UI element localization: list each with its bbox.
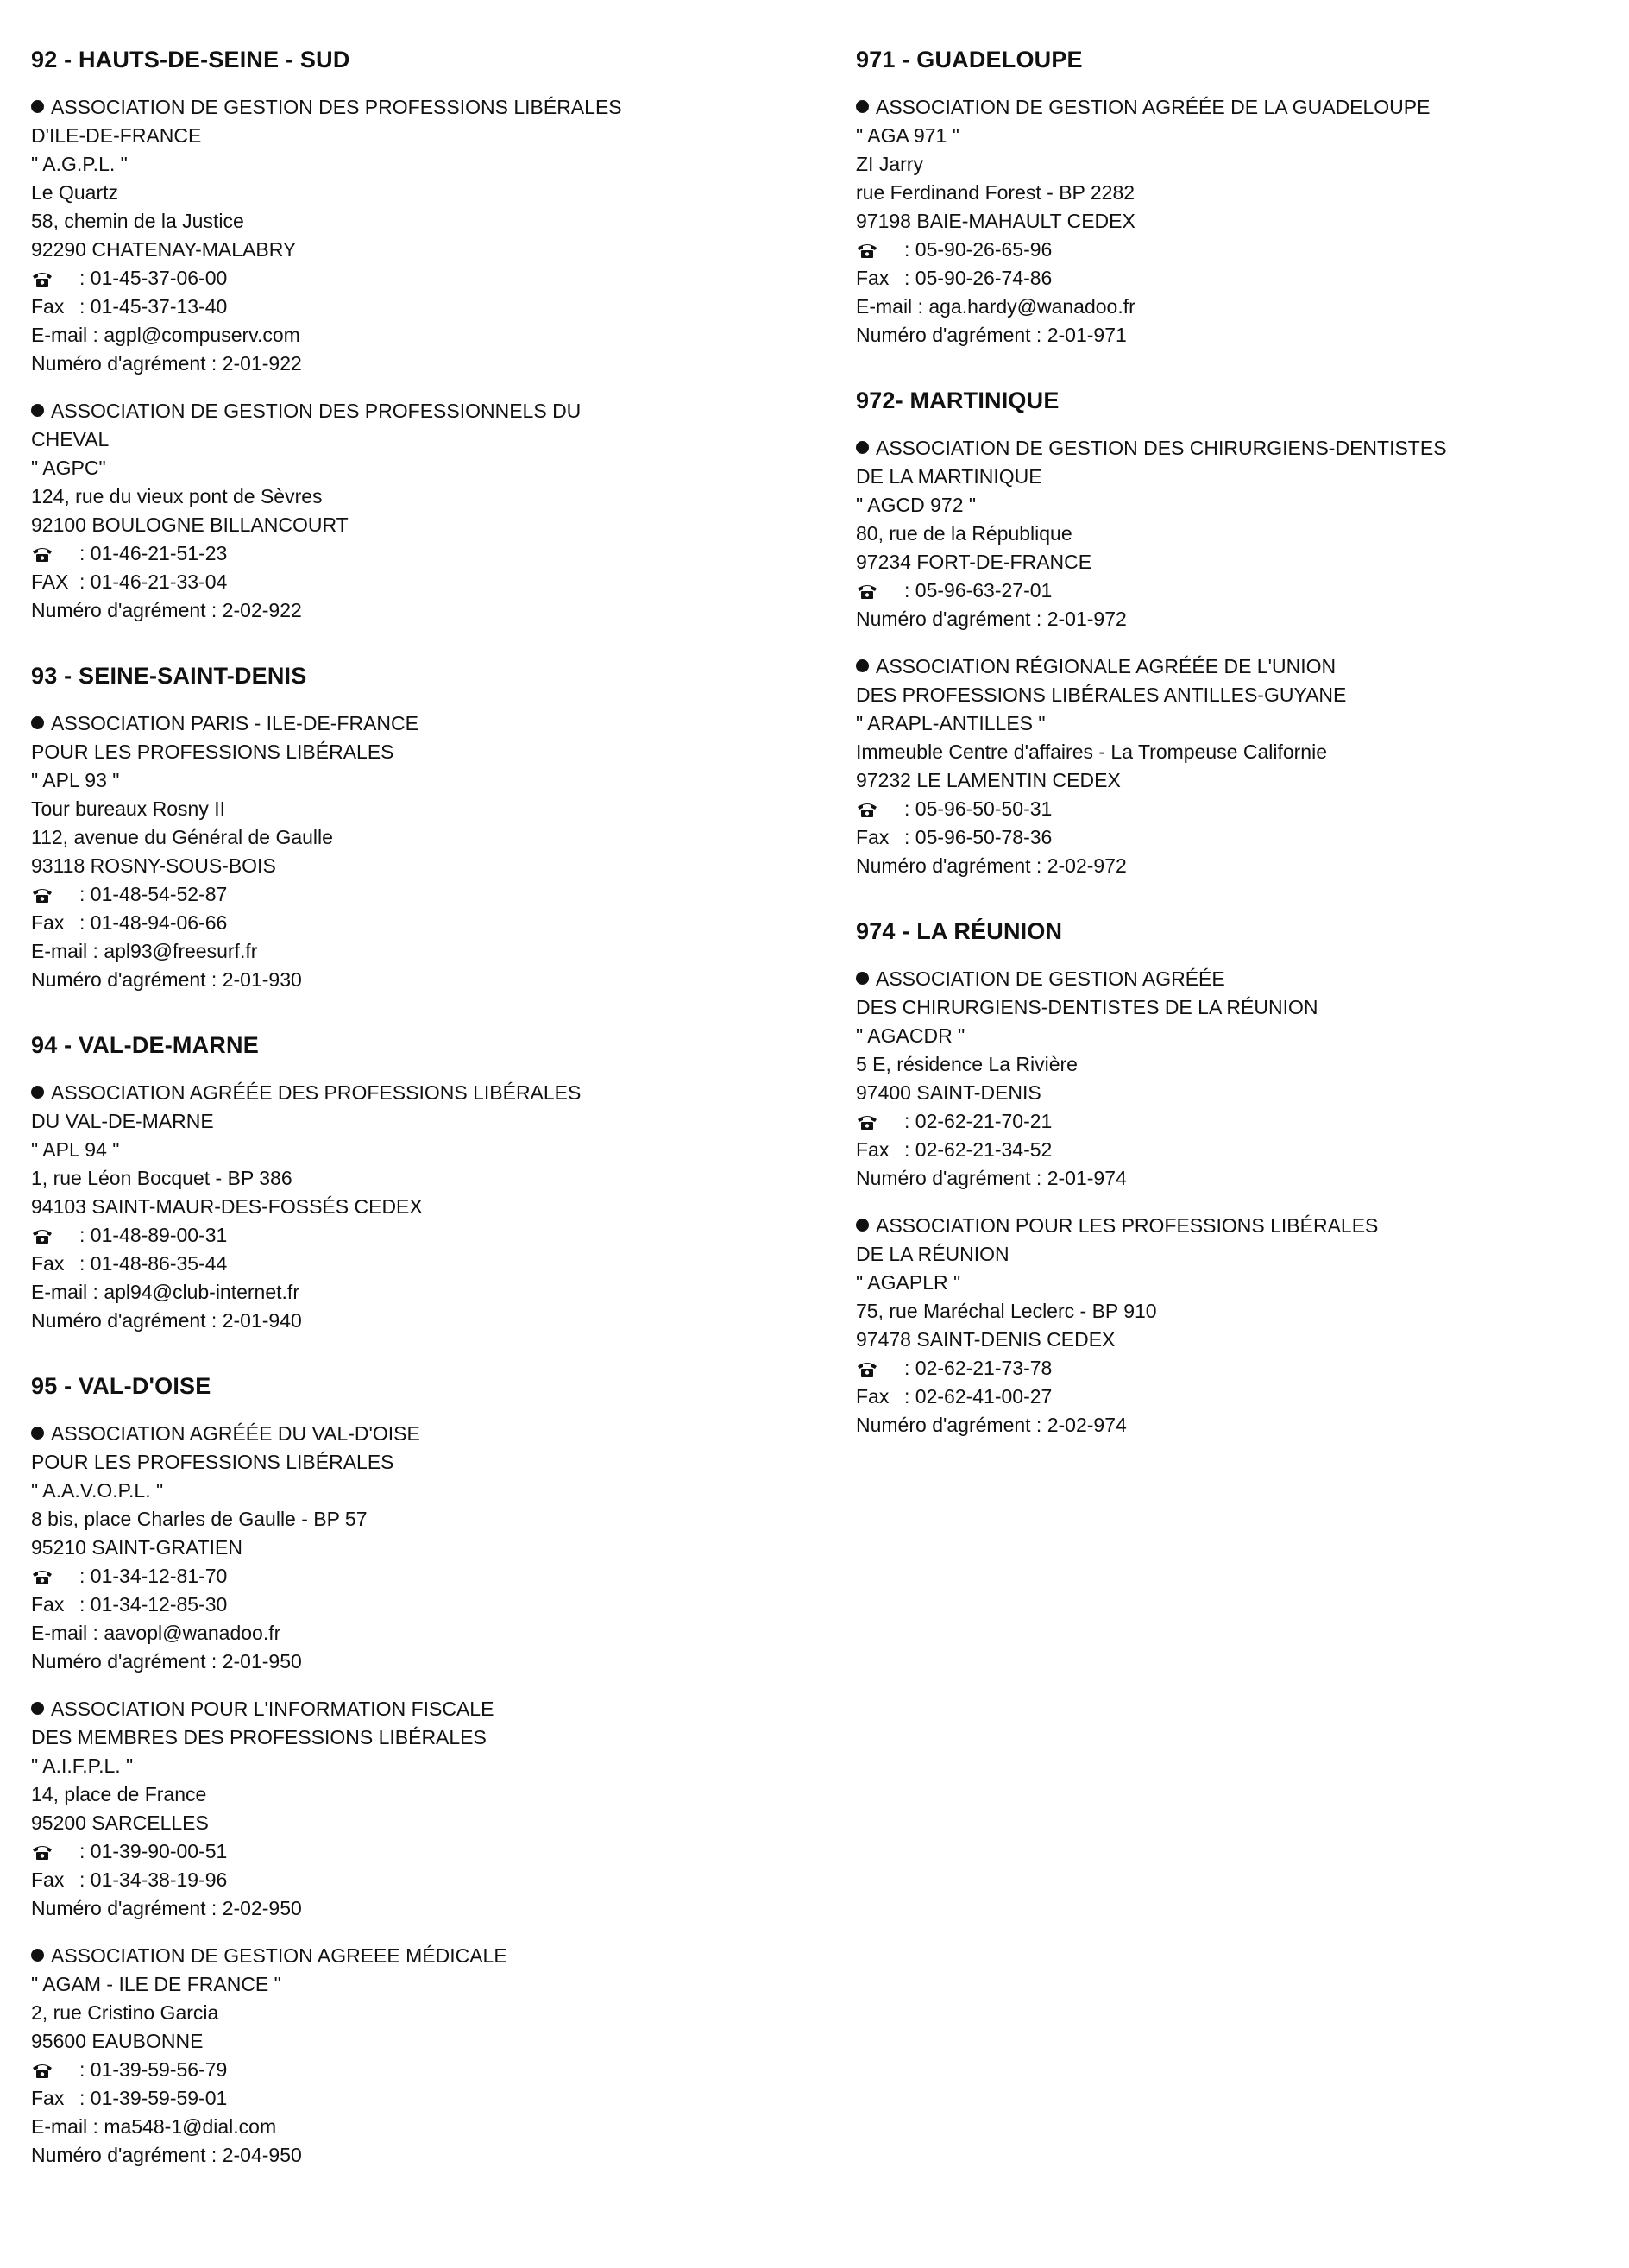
phone-number: : 05-96-63-27-01: [904, 579, 1053, 602]
telephone-icon: [31, 1227, 79, 1244]
telephone-icon: [856, 1360, 904, 1377]
phone-number: : 01-48-89-00-31: [79, 1224, 228, 1246]
bullet-icon: [856, 1219, 869, 1232]
telephone-icon: [856, 583, 904, 600]
address-line: DES CHIRURGIENS-DENTISTES DE LA RÉUNION: [856, 996, 1318, 1018]
bullet-icon: [856, 659, 869, 672]
address-line: 95210 SAINT-GRATIEN: [31, 1536, 242, 1559]
fax-line: [31, 1866, 825, 1894]
address-line: " ARAPL-ANTILLES ": [856, 712, 1046, 734]
address-line: POUR LES PROFESSIONS LIBÉRALES: [31, 1451, 394, 1473]
bullet-icon: [31, 404, 44, 417]
email-line: E-mail : aga.hardy@wanadoo.fr: [856, 295, 1135, 318]
telephone-icon: [856, 801, 904, 818]
phone-line: [31, 539, 825, 568]
association-entry: [856, 965, 1615, 1193]
address-line: 1, rue Léon Bocquet - BP 386: [31, 1167, 292, 1189]
phone-line: [856, 236, 1615, 264]
department-section: [856, 386, 1615, 880]
phone-number: : 01-34-12-81-70: [79, 1565, 228, 1587]
address-line: ASSOCIATION PARIS - ILE-DE-FRANCE: [31, 709, 825, 738]
address-line: 95200 SARCELLES: [31, 1811, 209, 1834]
address-line: rue Ferdinand Forest - BP 2282: [856, 181, 1135, 204]
address-line: ASSOCIATION DE GESTION DES CHIRURGIENS-DENTISTES: [856, 434, 1615, 463]
email-line: E-mail : apl93@freesurf.fr: [31, 940, 258, 962]
fax-label: Fax: [31, 295, 65, 318]
section-title: 92 - HAUTS-DE-SEINE - SUD: [31, 47, 350, 72]
association-entry: [31, 93, 825, 378]
phone-line: [31, 1221, 825, 1250]
fax-line: [856, 823, 1615, 852]
telephone-icon: [31, 1568, 79, 1585]
address-line: " AGPC": [31, 457, 106, 479]
fax-number: : 01-46-21-33-04: [79, 570, 228, 593]
address-line: ASSOCIATION AGRÉÉE DU VAL-D'OISE: [31, 1420, 825, 1448]
address-line: " A.G.P.L. ": [31, 153, 128, 175]
phone-number: : 01-46-21-51-23: [79, 542, 228, 564]
address-line: 2, rue Cristino Garcia: [31, 2001, 219, 2024]
address-line: DE LA MARTINIQUE: [856, 465, 1042, 488]
address-line: CHEVAL: [31, 428, 110, 450]
fax-line: [31, 909, 825, 937]
bullet-icon: [31, 1427, 44, 1440]
address-line: 112, avenue du Général de Gaulle: [31, 826, 333, 848]
phone-line: [856, 1354, 1615, 1383]
bullet-icon: [856, 972, 869, 985]
section-title: 93 - SEINE-SAINT-DENIS: [31, 663, 307, 689]
fax-label: FAX: [31, 570, 69, 593]
address-line: 58, chemin de la Justice: [31, 210, 244, 232]
department-section: [31, 661, 825, 994]
address-line: ASSOCIATION DE GESTION DES PROFESSIONS LIBÉRALES: [31, 93, 825, 122]
email-line: E-mail : agpl@compuserv.com: [31, 324, 300, 346]
association-entry: [31, 1420, 825, 1676]
section-title: 95 - VAL-D'OISE: [31, 1373, 211, 1399]
phone-line: [856, 576, 1615, 605]
section-title: 971 - GUADELOUPE: [856, 47, 1083, 72]
address-line: " APL 94 ": [31, 1138, 120, 1161]
agrement-number: Numéro d'agrément : 2-01-971: [856, 324, 1127, 346]
fax-label: Fax: [856, 1385, 890, 1408]
fax-number: : 01-45-37-13-40: [79, 295, 228, 318]
address-line: " AGAPLR ": [856, 1271, 961, 1294]
address-line: D'ILE-DE-FRANCE: [31, 124, 202, 147]
agrement-number: Numéro d'agrément : 2-01-922: [31, 352, 302, 375]
fax-label: Fax: [31, 1868, 65, 1891]
section-title: 94 - VAL-DE-MARNE: [31, 1032, 259, 1058]
address-line: 97198 BAIE-MAHAULT CEDEX: [856, 210, 1135, 232]
phone-number: : 05-90-26-65-96: [904, 238, 1053, 261]
address-line: 8 bis, place Charles de Gaulle - BP 57: [31, 1508, 368, 1530]
section-title: 974 - LA RÉUNION: [856, 918, 1063, 944]
address-line: " AGCD 972 ": [856, 494, 977, 516]
association-entry: [31, 709, 825, 994]
address-line: ASSOCIATION POUR LES PROFESSIONS LIBÉRALES: [856, 1212, 1615, 1240]
phone-line: [856, 795, 1615, 823]
address-line: POUR LES PROFESSIONS LIBÉRALES: [31, 740, 394, 763]
address-line: 14, place de France: [31, 1783, 207, 1805]
bullet-icon: [31, 100, 44, 113]
fax-label: Fax: [856, 267, 890, 289]
phone-number: : 02-62-21-73-78: [904, 1357, 1053, 1379]
bullet-icon: [856, 100, 869, 113]
agrement-number: Numéro d'agrément : 2-02-974: [856, 1414, 1127, 1436]
address-line: 75, rue Maréchal Leclerc - BP 910: [856, 1300, 1157, 1322]
address-line: 94103 SAINT-MAUR-DES-FOSSÉS CEDEX: [31, 1195, 423, 1218]
agrement-number: Numéro d'agrément : 2-01-940: [31, 1309, 302, 1332]
address-line: 97478 SAINT-DENIS CEDEX: [856, 1328, 1116, 1351]
address-line: " AGAM - ILE DE FRANCE ": [31, 1973, 281, 1995]
fax-label: Fax: [31, 2087, 65, 2109]
fax-number: : 01-39-59-59-01: [79, 2087, 228, 2109]
fax-line: [31, 293, 825, 321]
address-line: 97234 FORT-DE-FRANCE: [856, 551, 1092, 573]
bullet-icon: [31, 1086, 44, 1099]
fax-label: Fax: [31, 1252, 65, 1275]
address-line: 5 E, résidence La Rivière: [856, 1053, 1078, 1075]
agrement-number: Numéro d'agrément : 2-02-950: [31, 1897, 302, 1919]
fax-label: Fax: [856, 1138, 890, 1161]
phone-line: [856, 1107, 1615, 1136]
address-line: 92100 BOULOGNE BILLANCOURT: [31, 513, 349, 536]
phone-line: [31, 1562, 825, 1591]
department-section: [31, 1030, 825, 1335]
association-entry: [31, 1695, 825, 1923]
association-entry: [856, 652, 1615, 880]
fax-line: [31, 568, 825, 596]
fax-line: [856, 1383, 1615, 1411]
department-section: [856, 45, 1615, 350]
association-entry: [31, 397, 825, 625]
association-entry: [856, 434, 1615, 633]
telephone-icon: [31, 886, 79, 904]
address-line: Tour bureaux Rosny II: [31, 797, 226, 820]
fax-number: : 02-62-41-00-27: [904, 1385, 1053, 1408]
email-line: E-mail : ma548-1@dial.com: [31, 2115, 277, 2138]
phone-line: [31, 880, 825, 909]
address-line: 93118 ROSNY-SOUS-BOIS: [31, 854, 276, 877]
fax-line: [31, 1250, 825, 1278]
association-entry: [31, 1942, 825, 2170]
address-line: 95600 EAUBONNE: [31, 2030, 204, 2052]
department-section: [31, 1371, 825, 2170]
address-line: 124, rue du vieux pont de Sèvres: [31, 485, 323, 507]
association-entry: [856, 1212, 1615, 1440]
fax-number: : 05-96-50-78-36: [904, 826, 1053, 848]
phone-line: [31, 2056, 825, 2084]
phone-number: : 01-39-90-00-51: [79, 1840, 228, 1862]
phone-line: [31, 264, 825, 293]
agrement-number: Numéro d'agrément : 2-01-930: [31, 968, 302, 991]
fax-number: : 01-48-86-35-44: [79, 1252, 228, 1275]
agrement-number: Numéro d'agrément : 2-04-950: [31, 2144, 302, 2166]
phone-number: : 01-48-54-52-87: [79, 883, 228, 905]
fax-label: Fax: [31, 911, 65, 934]
fax-number: : 01-34-38-19-96: [79, 1868, 228, 1891]
agrement-number: Numéro d'agrément : 2-01-950: [31, 1650, 302, 1673]
fax-line: [31, 1591, 825, 1619]
address-line: 92290 CHATENAY-MALABRY: [31, 238, 297, 261]
telephone-icon: [31, 2062, 79, 2079]
address-line: " APL 93 ": [31, 769, 120, 791]
address-line: Le Quartz: [31, 181, 118, 204]
address-line: 97400 SAINT-DENIS: [856, 1081, 1041, 1104]
fax-number: : 02-62-21-34-52: [904, 1138, 1053, 1161]
fax-line: [856, 1136, 1615, 1164]
telephone-icon: [856, 1113, 904, 1131]
left-column: [31, 45, 825, 2206]
email-line: E-mail : apl94@club-internet.fr: [31, 1281, 299, 1303]
address-line: Immeuble Centre d'affaires - La Trompeuse Californie: [856, 740, 1328, 763]
address-line: DES MEMBRES DES PROFESSIONS LIBÉRALES: [31, 1726, 487, 1748]
fax-number: : 05-90-26-74-86: [904, 267, 1053, 289]
agrement-number: Numéro d'agrément : 2-02-922: [31, 599, 302, 621]
association-entry: [31, 1079, 825, 1335]
telephone-icon: [856, 242, 904, 259]
bullet-icon: [856, 441, 869, 454]
fax-line: [31, 2084, 825, 2113]
address-line: ASSOCIATION DE GESTION AGRÉÉE: [856, 965, 1615, 993]
address-line: " AGACDR ": [856, 1024, 965, 1047]
address-line: ASSOCIATION POUR L'INFORMATION FISCALE: [31, 1695, 825, 1723]
address-line: ASSOCIATION DE GESTION AGREEE MÉDICALE: [31, 1942, 825, 1970]
bullet-icon: [31, 1949, 44, 1962]
right-column: [856, 45, 1615, 1476]
address-line: ASSOCIATION AGRÉÉE DES PROFESSIONS LIBÉRALES: [31, 1079, 825, 1107]
address-line: ASSOCIATION DE GESTION DES PROFESSIONNELS DU: [31, 397, 825, 425]
address-line: ZI Jarry: [856, 153, 923, 175]
fax-label: Fax: [856, 826, 890, 848]
section-title: 972- MARTINIQUE: [856, 387, 1060, 413]
address-line: DE LA RÉUNION: [856, 1243, 1009, 1265]
telephone-icon: [31, 545, 79, 563]
fax-label: Fax: [31, 1593, 65, 1616]
phone-number: : 02-62-21-70-21: [904, 1110, 1053, 1132]
address-line: " A.I.F.P.L. ": [31, 1755, 134, 1777]
email-line: E-mail : aavopl@wanadoo.fr: [31, 1622, 281, 1644]
agrement-number: Numéro d'agrément : 2-01-972: [856, 608, 1127, 630]
department-section: [856, 917, 1615, 1440]
address-line: ASSOCIATION RÉGIONALE AGRÉÉE DE L'UNION: [856, 652, 1615, 681]
address-line: ASSOCIATION DE GESTION AGRÉÉE DE LA GUADELOUPE: [856, 93, 1615, 122]
address-line: " AGA 971 ": [856, 124, 959, 147]
department-section: [31, 45, 825, 625]
telephone-icon: [31, 270, 79, 287]
phone-number: : 01-39-59-56-79: [79, 2058, 228, 2081]
agrement-number: Numéro d'agrément : 2-02-972: [856, 854, 1127, 877]
address-line: 80, rue de la République: [856, 522, 1072, 545]
bullet-icon: [31, 716, 44, 729]
address-line: " A.A.V.O.P.L. ": [31, 1479, 164, 1502]
address-line: DES PROFESSIONS LIBÉRALES ANTILLES-GUYANE: [856, 684, 1347, 706]
fax-number: : 01-34-12-85-30: [79, 1593, 228, 1616]
phone-number: : 05-96-50-50-31: [904, 797, 1053, 820]
agrement-number: Numéro d'agrément : 2-01-974: [856, 1167, 1127, 1189]
association-entry: [856, 93, 1615, 350]
phone-number: : 01-45-37-06-00: [79, 267, 228, 289]
telephone-icon: [31, 1843, 79, 1861]
fax-line: [856, 264, 1615, 293]
address-line: DU VAL-DE-MARNE: [31, 1110, 214, 1132]
address-line: 97232 LE LAMENTIN CEDEX: [856, 769, 1121, 791]
fax-number: : 01-48-94-06-66: [79, 911, 228, 934]
bullet-icon: [31, 1702, 44, 1715]
phone-line: [31, 1837, 825, 1866]
